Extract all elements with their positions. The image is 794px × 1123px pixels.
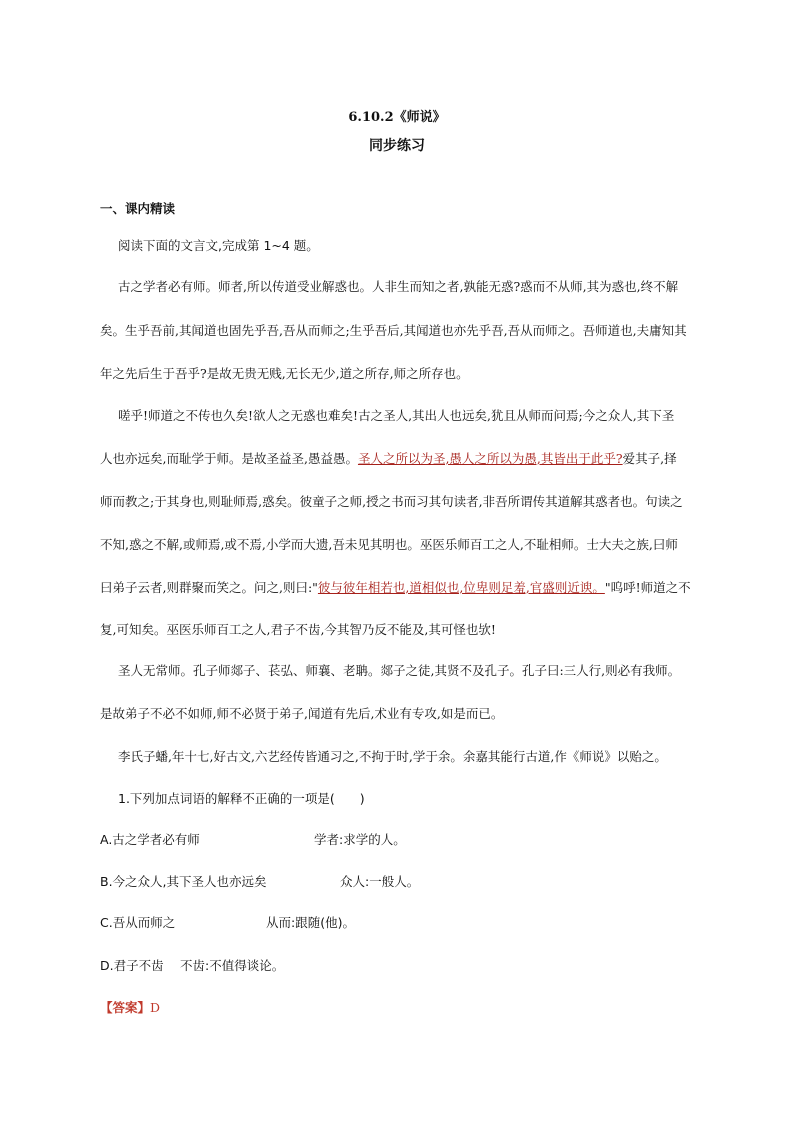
option-d-gloss: 不齿:不值得谈论。 xyxy=(180,958,285,973)
option-a: A.古之学者必有师 xyxy=(100,832,200,847)
passage-line: 是故弟子不必不如师,师不必贤于弟子,闻道有先后,术业有专攻,如是而已。 xyxy=(100,706,504,721)
answer-value: D xyxy=(150,1000,161,1015)
page-subtitle: 同步练习 xyxy=(369,138,425,154)
answer xyxy=(100,998,160,1016)
answer-label: 【答案】 xyxy=(100,1000,151,1015)
option-b: B.今之众人,其下圣人也亦远矣 xyxy=(100,874,267,889)
option-d: D.君子不齿 xyxy=(100,958,164,973)
highlighted-sentence: 圣人之所以为圣,愚人之所以为愚,其皆出于此乎? xyxy=(357,451,623,466)
passage-line: 复,可知矣。巫医乐师百工之人,君子不齿,今其智乃反不能及,其可怪也欤! xyxy=(100,622,496,637)
passage-text: "呜呼!师道之不 xyxy=(604,580,691,595)
passage-line: 年之先后生于吾乎?是故无贵无贱,无长无少,道之所存,师之所存也。 xyxy=(100,366,469,381)
page-title: 6.10.2《师说》 xyxy=(348,110,446,125)
passage-text: 人也亦远矣,而耻学于师。是故圣益圣,愚益愚。 xyxy=(100,451,358,466)
passage-line: 不知,惑之不解,或师焉,或不焉,小学而大遗,吾未见其明也。巫医乐师百工之人,不耻相师。士大夫之族,曰师 xyxy=(100,537,678,552)
passage-line: 古之学者必有师。师者,所以传道受业解惑也。人非生而知之者,孰能无惑?惑而不从师,其为惑也,终不解 xyxy=(118,279,679,294)
option-a-gloss: 学者:求学的人。 xyxy=(314,832,406,847)
passage-line xyxy=(100,449,677,467)
passage-text: 爱其子,择 xyxy=(622,451,677,466)
option-c-gloss: 从而:跟随(他)。 xyxy=(266,915,355,930)
option-b-gloss: 众人:一般人。 xyxy=(340,874,420,889)
option-c: C.吾从而师之 xyxy=(100,915,176,930)
reading-instruction: 阅读下面的文言文,完成第 1~4 题。 xyxy=(118,238,319,253)
passage-text: 曰弟子云者,则群聚而笑之。问之,则曰:" xyxy=(100,580,318,595)
section-heading: 一、课内精读 xyxy=(100,201,176,216)
passage-line: 矣。生乎吾前,其闻道也固先乎吾,吾从而师之;生乎吾后,其闻道也亦先乎吾,吾从而师之。吾师道也,夫庸知其 xyxy=(100,323,687,338)
passage-line: 李氏子蟠,年十七,好古文,六艺经传皆通习之,不拘于时,学于余。余嘉其能行古道,作《师说》以贻之。 xyxy=(118,749,667,764)
passage-line xyxy=(100,578,691,596)
passage-line: 师而教之;于其身也,则耻师焉,惑矣。彼童子之师,授之书而习其句读者,非吾所谓传其道解其惑者也。句读之 xyxy=(100,494,683,509)
passage-line: 嗟乎!师道之不传也久矣!欲人之无惑也难矣!古之圣人,其出人也远矣,犹且从师而问焉;今之众人,其下圣 xyxy=(118,408,675,423)
passage-line: 圣人无常师。孔子师郯子、苌弘、师襄、老聃。郯子之徒,其贤不及孔子。孔子曰:三人行,则必有我师。 xyxy=(118,663,681,678)
question-stem: 1.下列加点词语的解释不正确的一项是( ) xyxy=(118,791,365,806)
highlighted-sentence: 彼与彼年相若也,道相似也,位卑则足羞,官盛则近谀。 xyxy=(317,580,605,595)
